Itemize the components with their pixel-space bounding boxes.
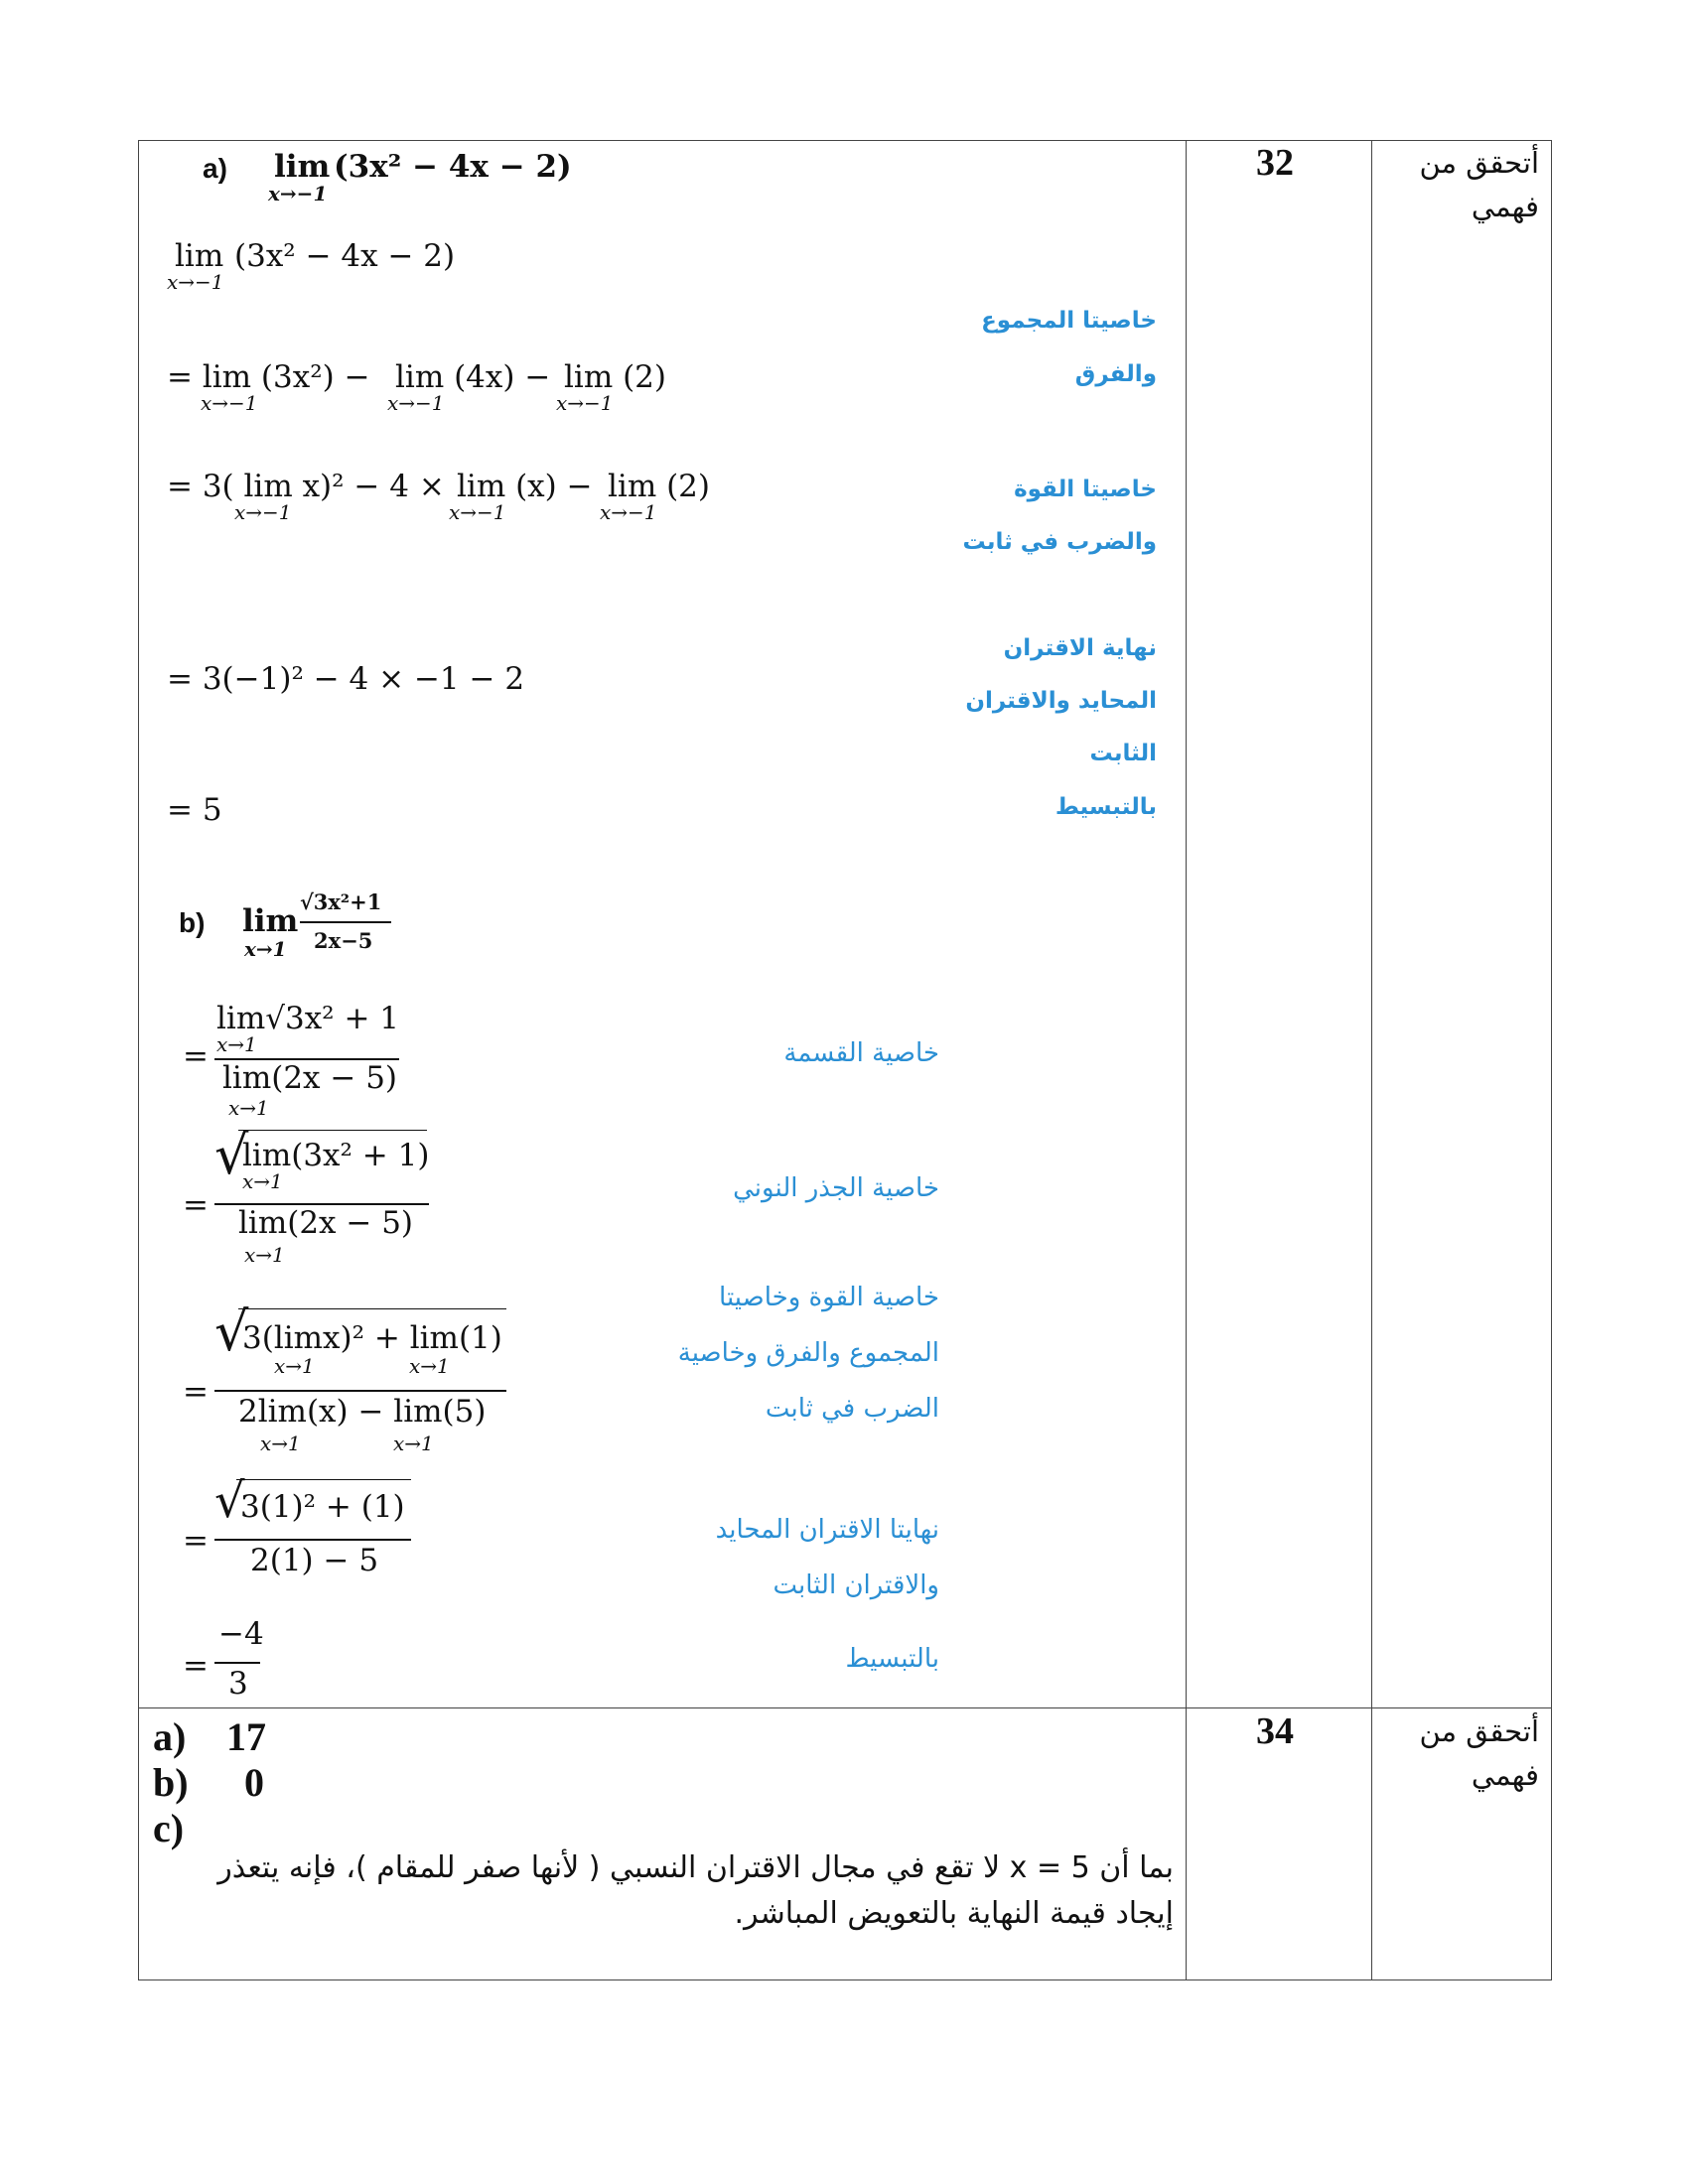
part-a-lim-sub: x→−1 <box>268 182 328 205</box>
step-a2-sub2: x→−1 <box>387 391 445 415</box>
category-label: أتحقق من فهمي <box>1419 1714 1539 1792</box>
note-power-sum-2: المجموع والفرق وخاصية <box>677 1338 939 1368</box>
step-a1-expr: (3x² − 4x − 2) <box>234 238 456 274</box>
step-a3-term2: lim (x) − <box>457 469 593 504</box>
step-a5-result: = 5 <box>167 792 222 828</box>
part-b-lim-sub: x→1 <box>244 937 287 961</box>
note-sum-diff-2: والفرق <box>1074 361 1157 387</box>
note-simplify: بالتبسيط <box>1055 794 1157 820</box>
step-b5-num: −4 <box>218 1616 264 1652</box>
note-power-sum-3: الضرب في ثابت <box>765 1394 939 1424</box>
fraction-bar <box>300 921 391 923</box>
fraction-bar <box>214 1662 260 1664</box>
step-a2-term2: lim (4x) − <box>395 359 551 395</box>
radical-bar <box>238 1308 506 1309</box>
step-b3-den-sub: x→1 <box>260 1432 301 1455</box>
explanation-line-2: إيجاد قيمة النهاية بالتعويض المباشر. <box>734 1896 1174 1931</box>
note-simplify-b: بالتبسيط <box>845 1644 939 1674</box>
answer-a-label: a) <box>153 1714 187 1759</box>
step-b1-den-sub: x→1 <box>228 1096 269 1120</box>
answer-b-label: b) <box>153 1760 189 1805</box>
eq-sign: = <box>183 1038 209 1074</box>
radical-sign: √ <box>214 1473 245 1529</box>
step-b2-den-sub: x→1 <box>244 1243 285 1267</box>
note-quotient: خاصية القسمة <box>783 1038 939 1068</box>
step-a2-term1: = lim (3x²) − <box>167 359 370 395</box>
radical-sign: √ <box>214 1300 249 1363</box>
note-power-sum: خاصية القوة وخاصيتا <box>719 1283 939 1312</box>
page-number: 32 <box>1256 142 1294 184</box>
page-number: 34 <box>1256 1710 1294 1752</box>
note-identity: نهاية الاقتران <box>1003 635 1157 661</box>
step-a2-term3: lim (2) <box>564 359 666 395</box>
category-label: أتحقق من فهمي <box>1419 146 1539 223</box>
step-a2-sub1: x→−1 <box>201 391 258 415</box>
step-a3-term3: lim (2) <box>608 469 710 504</box>
step-b1-num-sub: x→1 <box>216 1032 257 1056</box>
note-identity-b: نهايتا الاقتران المحايد <box>715 1515 939 1545</box>
explanation-line-1: بما أن x = 5 لا تقع في مجال الاقتران النسبي ( لأنها صفر للمقام )، فإنه يتعذر <box>217 1850 1174 1885</box>
radical-sign: √ <box>214 1124 249 1186</box>
part-b-label: b) <box>179 907 206 938</box>
step-a3-term1: = 3( lim x)² − 4 × <box>167 469 445 504</box>
eq-sign: = <box>183 1523 209 1559</box>
note-power-2: والضرب في ثابت <box>962 529 1157 555</box>
answer-c-label: c) <box>153 1806 185 1850</box>
note-identity-3: الثابت <box>1089 741 1157 766</box>
eq-sign: = <box>183 1187 209 1223</box>
note-nth-root: خاصية الجذر النوني <box>733 1173 939 1203</box>
column-divider <box>1186 141 1187 1979</box>
step-b2-den: lim(2x − 5) <box>238 1205 414 1241</box>
answer-a-value: 17 <box>226 1714 266 1759</box>
part-b-numerator: √3x²+1 <box>300 889 382 914</box>
step-a3-sub1: x→−1 <box>234 500 292 524</box>
step-a1-lim: lim <box>175 238 224 274</box>
column-divider <box>1371 141 1372 1979</box>
note-identity-2: المحايد والاقتران <box>965 688 1157 714</box>
part-a-lim: lim <box>274 149 331 185</box>
step-a2-sub3: x→−1 <box>556 391 614 415</box>
step-b4-den: 2(1) − 5 <box>250 1543 379 1578</box>
step-b2-num: lim(3x² + 1) <box>242 1138 430 1173</box>
radical-bar <box>236 1479 411 1480</box>
step-b3-num-sub-2: x→1 <box>409 1354 450 1378</box>
note-identity-b-2: والاقتران الثابت <box>773 1570 939 1600</box>
step-b3-num-sub: x→1 <box>274 1354 315 1378</box>
step-b3-num: 3(limx)² + lim(1) <box>242 1320 502 1356</box>
fraction-bar <box>214 1539 411 1541</box>
answer-b-value: 0 <box>244 1760 264 1805</box>
row-divider <box>139 1707 1551 1708</box>
part-b-lim: lim <box>242 903 299 939</box>
eq-sign: = <box>183 1374 209 1410</box>
step-a4: = 3(−1)² − 4 × −1 − 2 <box>167 661 525 697</box>
step-a3-sub2: x→−1 <box>449 500 506 524</box>
fraction-bar <box>214 1390 506 1392</box>
part-b-denominator: 2x−5 <box>314 928 373 953</box>
radical-bar <box>238 1130 427 1131</box>
step-b1-num: lim√3x² + 1 <box>216 1001 400 1036</box>
note-power: خاصيتا القوة <box>1014 477 1157 502</box>
step-b3-den-sub-2: x→1 <box>393 1432 434 1455</box>
eq-sign: = <box>183 1648 209 1684</box>
step-b5-den: 3 <box>228 1666 248 1702</box>
step-a1-sub: x→−1 <box>167 270 224 294</box>
step-a3-sub3: x→−1 <box>600 500 657 524</box>
note-sum-diff: خاصيتا المجموع <box>981 308 1157 334</box>
part-a-expression: (3x² − 4x − 2) <box>334 149 572 185</box>
step-b3-den: 2lim(x) − lim(5) <box>238 1394 487 1430</box>
step-b4-num: 3(1)² + (1) <box>240 1489 405 1525</box>
step-b1-den: lim(2x − 5) <box>222 1060 398 1096</box>
step-b2-num-sub: x→1 <box>242 1169 283 1193</box>
part-a-label: a) <box>203 153 227 184</box>
